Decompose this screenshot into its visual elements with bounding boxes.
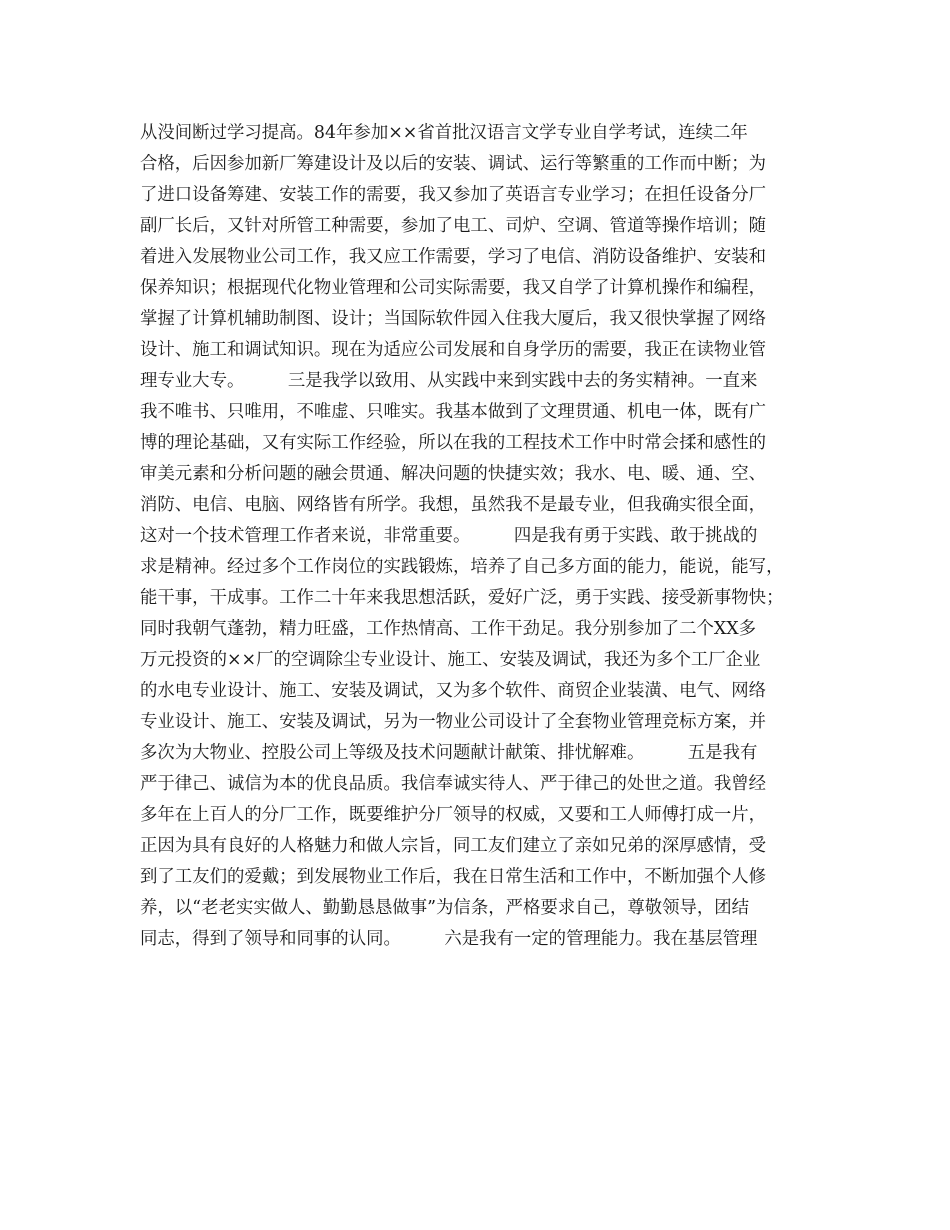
text-line: 这对一个技术管理工作者来说，非常重要。 四是我有勇于实践、敢于挑战的 bbox=[140, 526, 758, 546]
text-line: 专业设计、施工、安装及调试，另为一物业公司设计了全套物业管理竞标方案，并 bbox=[140, 712, 767, 732]
text-line: 到了工友们的爱戴；到发展物业工作后，我在日常生活和工作中，不断加强个人修 bbox=[140, 867, 767, 887]
text-line: 的水电专业设计、施工、安装及调试，又为多个软件、商贸企业装潢、电气、网络 bbox=[140, 681, 767, 701]
text-line: 多次为大物业、控股公司上等级及技术问题献计献策、排忧解难。 五是我有 bbox=[140, 743, 758, 763]
document-body-text bbox=[140, 118, 830, 955]
text-line: 了进口设备筹建、安装工作的需要，我又参加了英语言专业学习；在担任设备分厂 bbox=[140, 185, 767, 205]
text-line: 同志，得到了领导和同事的认同。 六是我有一定的管理能力。我在基层管理 bbox=[140, 929, 758, 949]
text-line: 掌握了计算机辅助制图、设计；当国际软件园入住我大厦后，我又很快掌握了网络 bbox=[140, 309, 767, 329]
text-line: 设计、施工和调试知识。现在为适应公司发展和自身学历的需要，我正在读物业管 bbox=[140, 340, 767, 360]
text-line: 着进入发展物业公司工作，我又应工作需要，学习了电信、消防设备维护、安装和 bbox=[140, 247, 767, 267]
text-line: 我不唯书、只唯用，不唯虚、只唯实。我基本做到了文理贯通、机电一体，既有广 bbox=[140, 402, 767, 422]
text-line: 万元投资的××厂的空调除尘专业设计、施工、安装及调试，我还为多个工厂企业 bbox=[140, 650, 761, 670]
text-line: 能干事，干成事。工作二十年来我思想活跃，爱好广泛，勇于实践、接受新事物快； bbox=[140, 588, 784, 608]
text-line: 博的理论基础，又有实际工作经验，所以在我的工程技术工作中时常会揉和感性的 bbox=[140, 433, 767, 453]
text-line: 审美元素和分析问题的融会贯通、解决问题的快捷实效；我水、电、暖、通、空、 bbox=[140, 464, 767, 484]
text-line: 保养知识；根据现代化物业管理和公司实际需要，我又自学了计算机操作和编程， bbox=[140, 278, 767, 298]
text-line: 养，以“老老实实做人、勤勤恳恳做事”为信条，严格要求自己，尊敬领导，团结 bbox=[140, 898, 750, 918]
text-line: 正因为具有良好的人格魅力和做人宗旨，同工友们建立了亲如兄弟的深厚感情，受 bbox=[140, 836, 767, 856]
text-line: 消防、电信、电脑、网络皆有所学。我想，虽然我不是最专业，但我确实很全面， bbox=[140, 495, 767, 515]
text-line: 从没间断过学习提高。84年参加××省首批汉语言文学专业自学考试，连续二年 bbox=[140, 123, 748, 143]
text-line: 副厂长后，又针对所管工种需要，参加了电工、司炉、空调、管道等操作培训；随 bbox=[140, 216, 767, 236]
text-line: 同时我朝气蓬勃，精力旺盛，工作热情高、工作干劲足。我分别参加了二个XX多 bbox=[140, 619, 757, 639]
text-line: 合格，后因参加新厂筹建设计及以后的安装、调试、运行等繁重的工作而中断；为 bbox=[140, 154, 767, 174]
text-line: 多年在上百人的分厂工作，既要维护分厂领导的权威，又要和工人师傅打成一片， bbox=[140, 805, 767, 825]
text-line: 理专业大专。 三是我学以致用、从实践中来到实践中去的务实精神。一直来 bbox=[140, 371, 758, 391]
text-line: 求是精神。经过多个工作岗位的实践锻炼，培养了自己多方面的能力，能说，能写， bbox=[140, 557, 784, 577]
text-line: 严于律己、诚信为本的优良品质。我信奉诚实待人、严于律己的处世之道。我曾经 bbox=[140, 774, 767, 794]
